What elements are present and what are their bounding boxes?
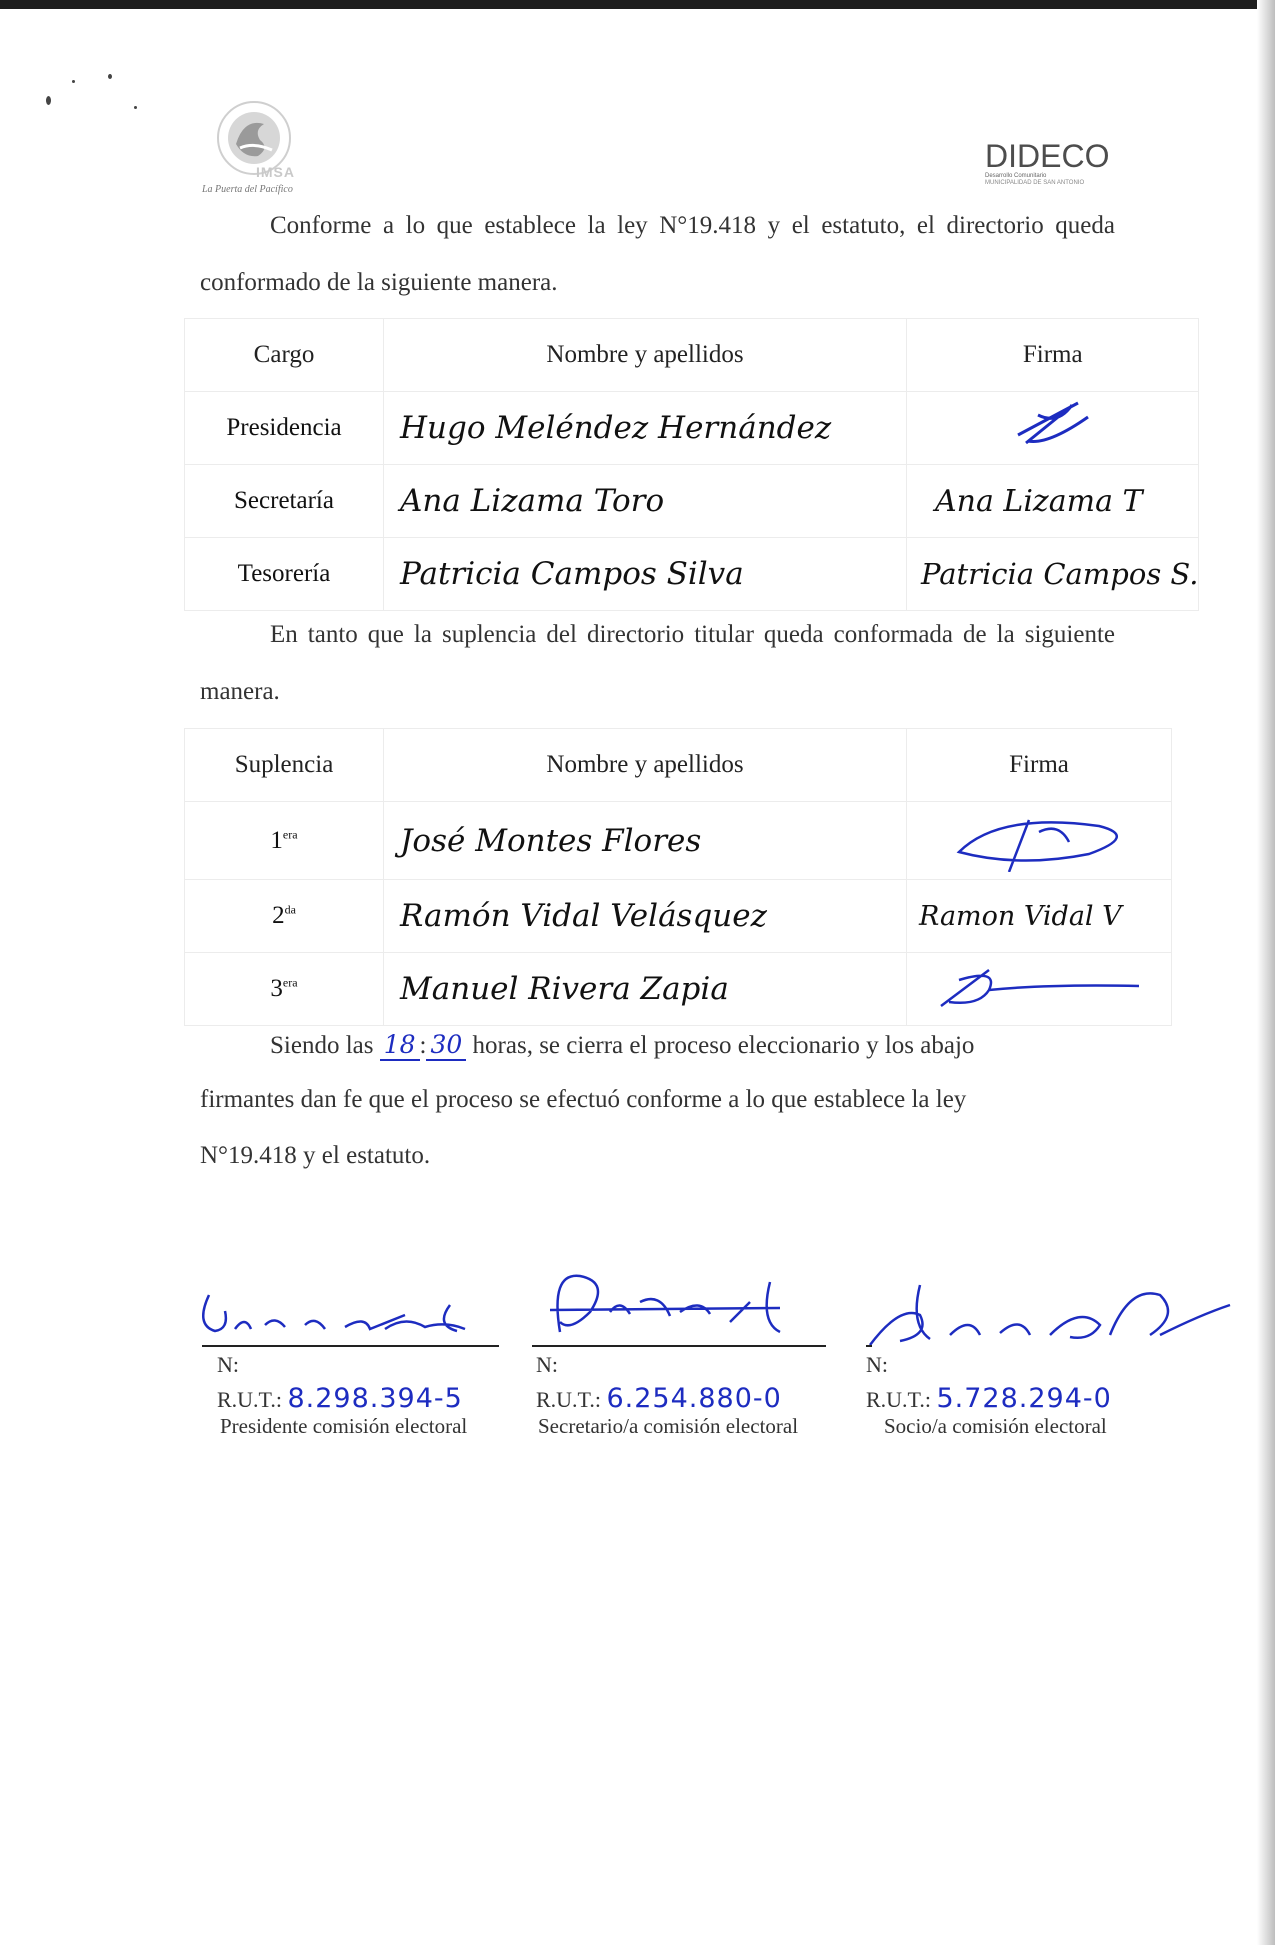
header-nombre: Nombre y apellidos xyxy=(384,729,907,802)
rut-row xyxy=(536,1383,782,1414)
header-firma: Firma xyxy=(907,729,1172,802)
dideco-subtitle-2: MUNICIPALIDAD DE SAN ANTONIO xyxy=(985,180,1085,186)
role-label: Socio/a comisión electoral xyxy=(884,1414,1107,1438)
table-row xyxy=(185,880,1172,953)
rut-label: R.U.T.: xyxy=(217,1387,282,1412)
cargo-cell: Secretaría xyxy=(185,465,384,538)
nombre-cell: Ana Lizama Toro xyxy=(384,465,907,538)
table-row xyxy=(185,538,1199,611)
dideco-name: DIDECO xyxy=(985,138,1110,174)
scan-speck xyxy=(46,96,51,105)
nombre-cell: Ramón Vidal Velásquez xyxy=(384,880,907,953)
imsa-motto: La Puerta del Pacífico xyxy=(202,184,293,195)
nombre-cell: Manuel Rivera Zapia xyxy=(384,953,907,1026)
header-firma: Firma xyxy=(907,319,1199,392)
scan-speck xyxy=(108,74,112,79)
intro-text: Conforme a lo que establece la ley N°19.418 y el estatuto, el directorio queda conformado de la siguiente manera. xyxy=(200,212,1115,296)
closing-sep: : xyxy=(419,1032,427,1059)
firma-cell: Patricia Campos S. xyxy=(907,538,1199,611)
scan-speck xyxy=(134,106,137,109)
suplencia-number-cell xyxy=(185,802,384,880)
closing-line-3: N°19.418 y el estatuto. xyxy=(200,1142,431,1169)
firma-cell xyxy=(907,392,1199,465)
suplencia-intro-text: En tanto que la suplencia del directorio titular queda conformada de la siguiente manera. xyxy=(200,621,1115,705)
role-label: Secretario/a comisión electoral xyxy=(538,1414,799,1438)
rut-value: 5.728.294-0 xyxy=(936,1383,1112,1414)
nombre-cell: Hugo Meléndez Hernández xyxy=(384,392,907,465)
table-header-row xyxy=(185,729,1172,802)
firma-cell xyxy=(907,953,1172,1026)
signature-secretario-comision xyxy=(530,1262,830,1352)
dideco-logo xyxy=(985,122,1125,187)
signature-suplente-3 xyxy=(929,956,1149,1016)
header-cargo: Cargo xyxy=(185,319,384,392)
name-label: N: xyxy=(536,1352,558,1377)
firma-cell: Ana Lizama T xyxy=(907,465,1199,538)
closing-hour: 18 xyxy=(380,1030,420,1061)
closing-line-2: firmantes dan fe que el proceso se efectuó conforme a lo que establece la ley xyxy=(200,1086,967,1113)
imsa-logo xyxy=(196,98,326,208)
signature-line xyxy=(866,1345,872,1347)
dideco-subtitle: Desarrollo Comunitario xyxy=(985,173,1047,179)
name-label: N: xyxy=(217,1352,239,1377)
signature-line xyxy=(202,1345,499,1347)
rut-label: R.U.T.: xyxy=(866,1387,931,1412)
signature-suplente-1 xyxy=(939,802,1139,872)
firma-cell xyxy=(907,802,1172,880)
ordinal-suffix: era xyxy=(282,975,298,990)
closing-prefix: Siendo las xyxy=(270,1032,374,1059)
scan-speck xyxy=(72,80,75,83)
suplencia-number-cell xyxy=(185,953,384,1026)
cargo-cell: Tesorería xyxy=(185,538,384,611)
rut-value: 8.298.394-5 xyxy=(287,1383,463,1414)
closing-line-1 xyxy=(270,1030,974,1060)
signature-line xyxy=(532,1345,826,1347)
name-label: N: xyxy=(866,1352,888,1377)
closing-line1-rest: horas, se cierra el proceso eleccionario y los abajo xyxy=(472,1032,975,1059)
signature-presidente-comision xyxy=(195,1285,495,1345)
firma-cell: Ramon Vidal V xyxy=(907,880,1172,953)
role-label: Presidente comisión electoral xyxy=(220,1414,468,1438)
signature-socio-comision xyxy=(860,1275,1240,1355)
cargo-cell: Presidencia xyxy=(185,392,384,465)
suplencia-number-cell xyxy=(185,880,384,953)
ordinal-number: 1 xyxy=(270,826,283,854)
table-row xyxy=(185,465,1199,538)
header-nombre: Nombre y apellidos xyxy=(384,319,907,392)
intro-paragraph xyxy=(200,197,1115,311)
rut-row xyxy=(866,1383,1112,1414)
table-row xyxy=(185,392,1199,465)
nombre-cell: José Montes Flores xyxy=(384,802,907,880)
table-row xyxy=(185,953,1172,1026)
header-suplencia: Suplencia xyxy=(185,729,384,802)
suplencia-intro-paragraph xyxy=(200,606,1115,720)
scan-right-edge xyxy=(1257,0,1275,1945)
rut-value: 6.254.880-0 xyxy=(606,1383,782,1414)
nombre-cell: Patricia Campos Silva xyxy=(384,538,907,611)
ordinal-number: 3 xyxy=(270,975,283,1002)
signature-presidencia xyxy=(1008,395,1098,455)
rut-row xyxy=(217,1383,463,1414)
closing-minute: 30 xyxy=(426,1030,466,1061)
scan-top-edge xyxy=(0,0,1275,9)
ordinal-suffix: da xyxy=(284,902,296,917)
table-header-row xyxy=(185,319,1199,392)
table-row xyxy=(185,802,1172,880)
imsa-name: IMSA xyxy=(256,164,295,180)
directorio-table xyxy=(184,318,1199,611)
suplencia-table xyxy=(184,728,1172,1026)
ordinal-suffix: era xyxy=(282,827,298,842)
rut-label: R.U.T.: xyxy=(536,1387,601,1412)
ordinal-number: 2 xyxy=(272,902,285,929)
